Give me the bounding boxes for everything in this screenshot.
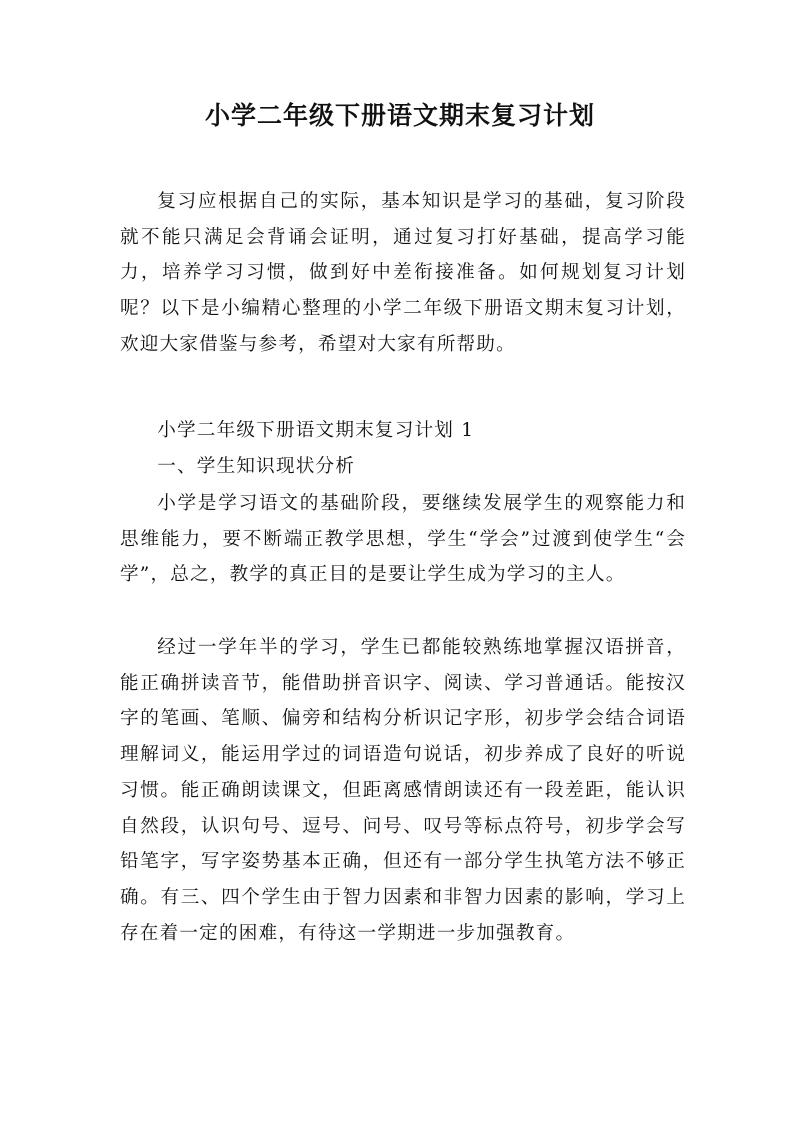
- body-paragraph: 小学是学习语文的基础阶段，要继续发展学生的观察能力和思维能力，要不断端正教学思想，学生“学会”过渡到使学生“会学”，总之，教学的真正目的是要让学生成为学习的主人。: [120, 493, 686, 586]
- body-paragraph: 经过一学年半的学习，学生已都能较熟练地掌握汉语拼音，能正确拼读音节，能借助拼音识字、阅读、学习普通话。能按汉字的笔画、笔顺、偏旁和结构分析识记字形，初步学会结合词语理解词义，能运用学过的词语造句说话，初步养成了良好的听说习惯。能正确朗读课文，但距离感情朗读还有一段差距，能认识自然段，认识句号、逗号、问号、叹号等标点符号，初步学会写铅笔字，写字姿势基本正确，但还有一部分学生执笔方法不够正确。有三、四个学生由于智力因素和非智力因素的影响，学习上存在着一定的困难，有待这一学期进一步加强教育。: [120, 637, 686, 944]
- plan-heading: 小学二年级下册语文期末复习计划 1: [157, 420, 475, 441]
- section-heading: 一、学生知识现状分析: [157, 456, 356, 477]
- intro-paragraph: 复习应根据自己的实际，基本知识是学习的基础，复习阶段就不能只满足会背诵会证明，通过复习打好基础，提高学习能力，培养学习习惯，做到好中差衔接准备。如何规划复习计划呢？以下是小编精心整理的小学二年级下册语文期末复习计划，欢迎大家借鉴与参考，希望对大家有所帮助。: [120, 191, 686, 355]
- document-title: 小学二年级下册语文期末复习计划: [204, 101, 595, 130]
